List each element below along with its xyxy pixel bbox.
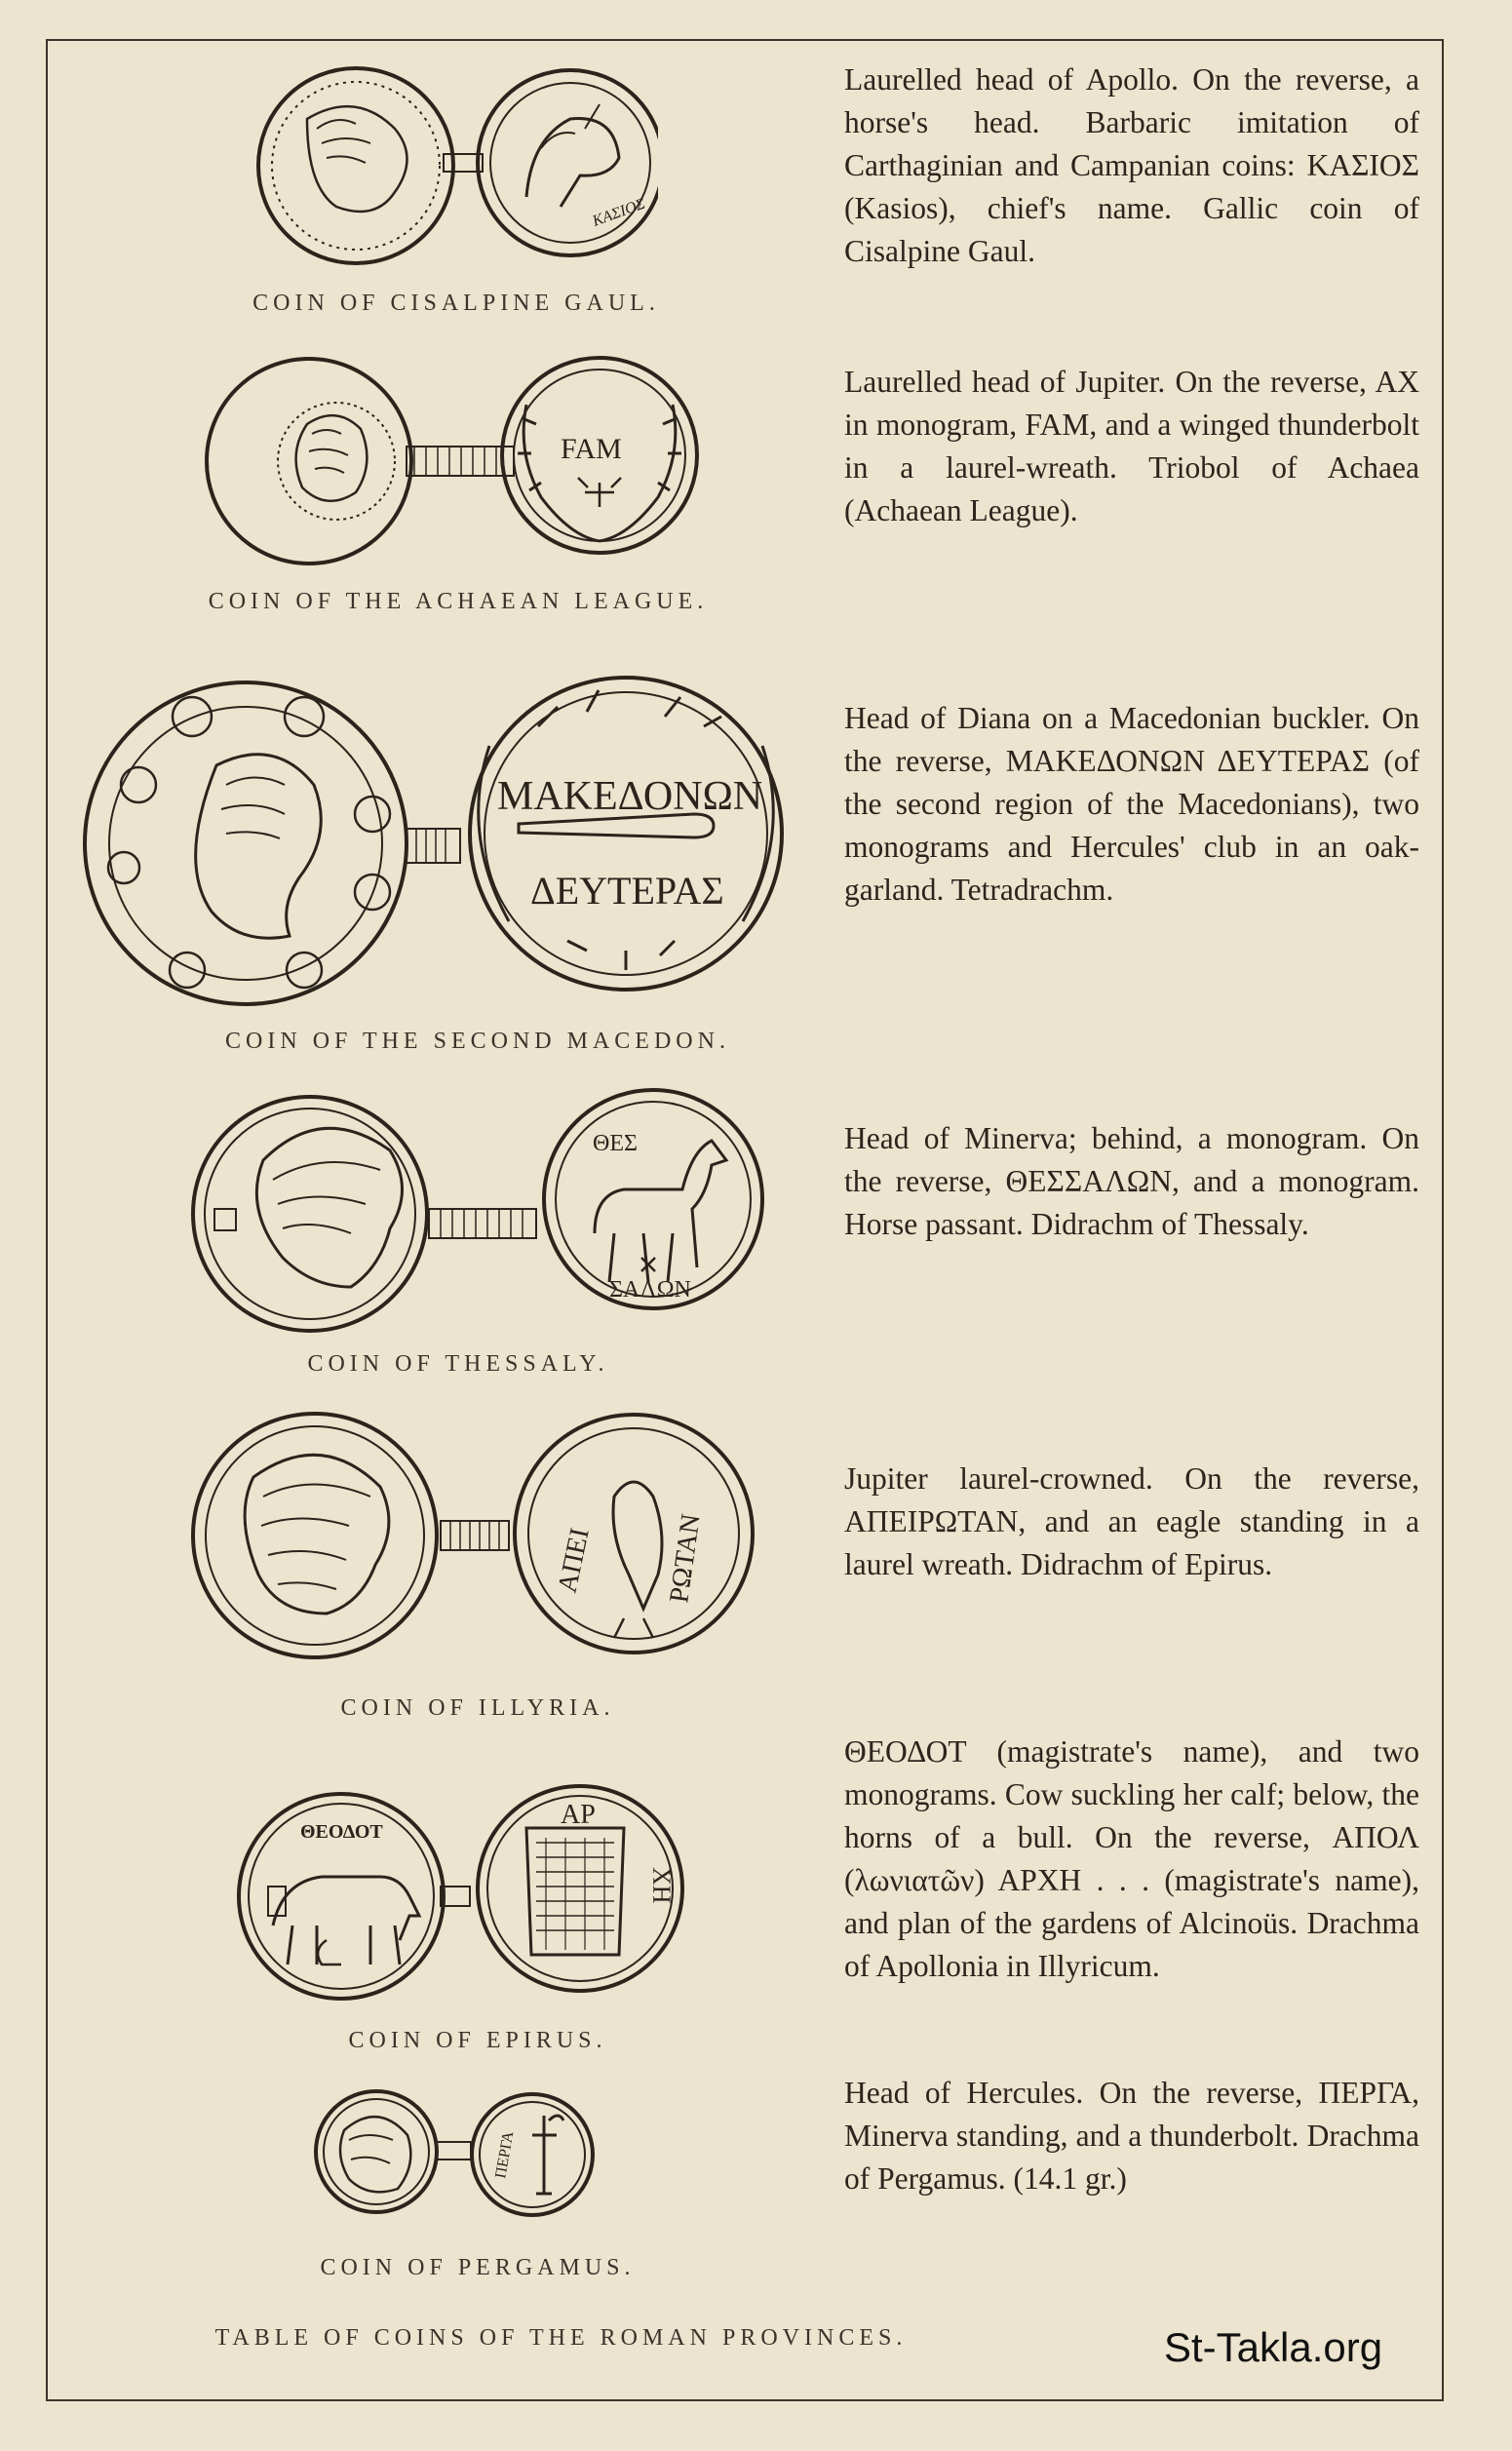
description-illyria: Jupiter laurel-crowned. On the reverse, ΑΠΕΙΡΩΤΑΝ, and an eagle standing in a laurel wreath. Didrachm of Epirus.: [844, 1461, 1419, 1581]
coin-legend-roton: ΡΩΤΑΝ: [664, 1511, 707, 1605]
table-title: TABLE OF COINS OF THE ROMAN PROVINCES.: [214, 2325, 908, 2351]
coin-second-macedon-illustration: [80, 648, 796, 1019]
coin-legend-che: ΧΗ: [647, 1867, 676, 1904]
coin-legend-perga: ΠΕΡΓΑ: [492, 2129, 518, 2180]
description-epirus: ΘΕΟΔΟΤ (magistrate's name), and two monograms. Cow suckling her calf; below, the horns of a bull. On the reverse, ΑΠΟΛ (λωνιατῶν) ΑΡΧΗ . . . (magistrate's name), and plan of the gardens of Alcinoüs. Drachma of Apollonia in Illyricum.: [844, 1734, 1419, 1983]
coin-achaean-league-illustration: [200, 346, 717, 570]
caption-cisalpine-gaul: COIN OF CISALPINE GAUL.: [252, 291, 660, 316]
description-second-macedon: Head of Diana on a Macedonian buckler. On the reverse, ΜΑΚΕΔΟΝΩΝ ΔΕΥΤΕΡΑΣ (of the second region of the Macedonians), two monograms and Hercules' club in an oak-garland. Tetradrachm.: [844, 701, 1419, 907]
description-cisalpine-gaul: Laurelled head of Apollo. On the reverse, a horse's head. Barbaric imitation of Carthaginian and Campanian coins: ΚΑΣΙΟΣ (Kasios), chief's name. Gallic coin of Cisalpine Gaul.: [844, 62, 1419, 268]
coin-legend-deuteras: ΔΕΥΤΕΡΑΣ: [530, 869, 724, 913]
description-thessaly: Head of Minerva; behind, a monogram. On the reverse, ΘΕΣΣΑΛΩΝ, and a monogram. Horse passant. Didrachm of Thessaly.: [844, 1121, 1419, 1241]
coin-legend-salon: ΣΑΛΩΝ: [609, 1277, 691, 1303]
caption-thessaly: COIN OF THESSALY.: [307, 1351, 609, 1377]
coin-legend-apei: ΑΠΕΙ: [552, 1525, 596, 1596]
description-achaean-league: Laurelled head of Jupiter. On the reverse, AX in monogram, FAM, and a winged thunderbolt in a laurel-wreath. Triobol of Achaea (Achaean League).: [844, 365, 1419, 527]
coin-legend-ar: ΑΡ: [561, 1800, 596, 1830]
caption-achaean-league: COIN OF THE ACHAEAN LEAGUE.: [208, 589, 709, 614]
caption-second-macedon: COIN OF THE SECOND MACEDON.: [225, 1029, 730, 1054]
coin-thessaly-illustration: [185, 1072, 770, 1336]
coin-legend-makedonon: ΜΑΚΕΔΟΝΩΝ: [497, 774, 763, 819]
watermark: St-Takla.org: [1164, 2324, 1383, 2370]
coin-legend-theodot: ΘΕΟΔΟΤ: [300, 1821, 383, 1843]
coin-legend-fam: FAM: [561, 433, 622, 465]
coin-pergamus-illustration: [310, 2081, 602, 2228]
description-pergamus: Head of Hercules. On the reverse, ΠΕΡΓΑ, Minerva standing, and a thunderbolt. Drachma of Pergamus. (14.1 gr.): [844, 2076, 1419, 2196]
coin-illyria-illustration: [185, 1409, 770, 1672]
caption-illyria: COIN OF ILLYRIA.: [340, 1695, 615, 1721]
coin-legend-kasios: ΚΑΣΙΟΣ: [590, 195, 648, 230]
caption-pergamus: COIN OF PERGAMUS.: [320, 2255, 636, 2280]
coin-cisalpine-gaul-illustration: [249, 60, 658, 275]
coin-epirus-illustration: [234, 1779, 712, 2013]
coin-legend-thes: ΘΕΣ: [593, 1131, 638, 1156]
caption-epirus: COIN OF EPIRUS.: [348, 2028, 607, 2053]
